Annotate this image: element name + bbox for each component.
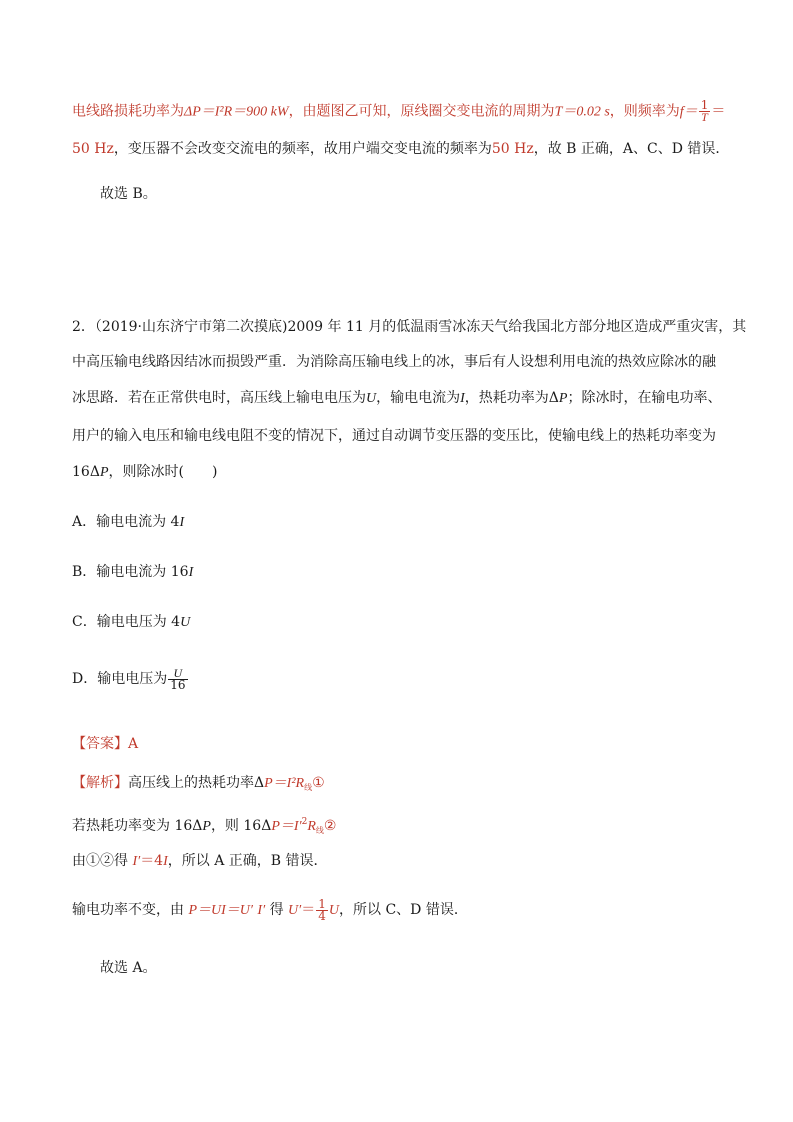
option-a: A．输电电流为 4I [72, 514, 185, 530]
prev-text: 电线路损耗功率为 [72, 103, 184, 120]
answer-line [72, 734, 138, 754]
prev-select: 故选 B。 [100, 186, 157, 202]
option-b: B．输电电流为 16I [72, 564, 194, 580]
option-d: D．输电电压为 $\frac{U}{16}$ [72, 665, 186, 692]
question-2-line-5: 16ΔP，则除冰时( ) [72, 464, 218, 480]
question-2-line-2: 中高压输电线路因结冰而损毁严重．为消除高压输电线上的冰，事后有人设想利用电流的热效应除冰的融 [72, 354, 716, 370]
analysis-line-3: 由①②得 I′＝4I，所以 A 正确，B 错误． [72, 853, 328, 869]
prev-line-1 [72, 100, 725, 123]
prev-text: ＝ [711, 103, 726, 120]
question-2-line-3: 冰思路．若在正常供电时，高压线上输电电压为U，输电电流为I，热耗功率为ΔP；除冰时，在输电功率、 [72, 390, 722, 406]
fraction-1-over-4: $\frac{1}{4}$ [318, 896, 326, 923]
answer-value: A [128, 736, 139, 752]
period-value: T＝0.02 s [554, 104, 610, 120]
fraction-1-over-t: $\frac{1}{T}$ [700, 98, 709, 124]
analysis-line-2: 若热耗功率变为 16ΔP，则 $16\Delta P=I'^2R_线②$ [72, 817, 337, 835]
current-var: I [460, 391, 465, 406]
analysis-line-4: 输电功率不变，由 P＝UI＝U′ I′ 得 U′＝ $\frac{1}{4}$ U，所以 C、D 错误． [72, 896, 468, 923]
fraction-u-over-16: $\frac{U}{16}$ [170, 665, 186, 692]
power-loss-formula: ΔP＝I²R＝900 kW [184, 104, 289, 120]
prev-text: ，则频率为 [609, 103, 680, 120]
option-c: C．输电电压为 4U [72, 614, 191, 630]
voltage-var: U [366, 391, 377, 406]
power-var: P [558, 391, 568, 406]
prev-line-2 [72, 139, 729, 159]
analysis-select: 故选 A。 [100, 960, 157, 976]
analysis-line-1: 【解析】高压线上的热耗功率$\Delta P=I^2R_线①$ [72, 775, 325, 792]
frequency-value: 50 Hz [491, 141, 534, 157]
question-2-line-4: 用户的输入电压和输电线电阻不变的情况下，通过自动调节变压器的变压比，使输电线上的热耗功率变为 [72, 428, 716, 444]
analysis-label: 【解析】 [72, 775, 128, 791]
prev-text: ，故 B 正确，A、C、D 错误． [533, 141, 730, 157]
prev-text: ，变压器不会改变交流电的频率，故用户端交变电流的频率为 [113, 141, 492, 157]
prev-text: ，由题图乙可知，原线圈交变电流的周期为 [288, 103, 555, 120]
frequency-symbol: f＝ [679, 104, 698, 120]
answer-label: 【答案】 [72, 736, 128, 752]
power-var: P [99, 465, 109, 480]
frequency-value: 50 Hz [72, 141, 114, 157]
question-2-line-1: 2．（2019·山东济宁市第二次摸底)2009 年 11 月的低温雨雪冰冻天气给我国北方部分地区造成严重灾害，其 [72, 319, 747, 335]
